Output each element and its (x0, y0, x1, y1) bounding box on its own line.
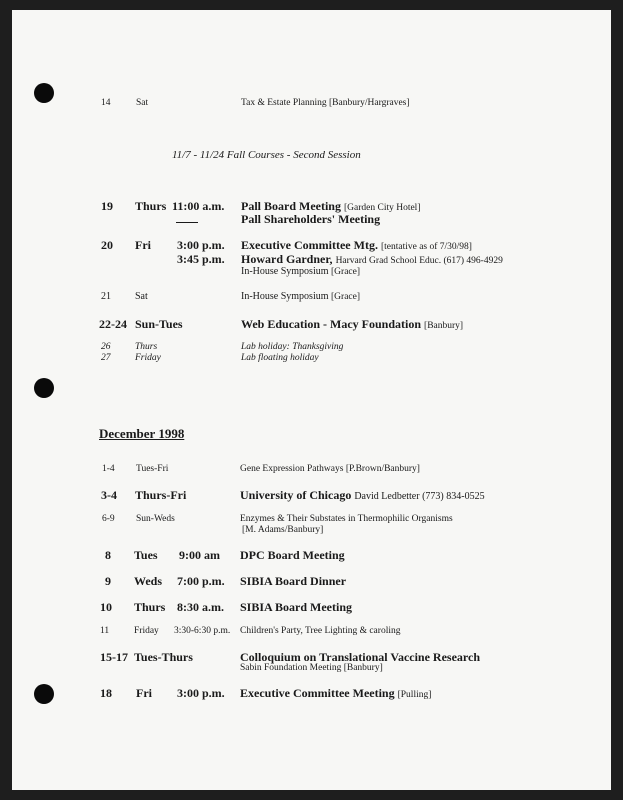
binder-hole-bottom (34, 684, 54, 704)
event-title: In-House Symposium [Grace] (241, 266, 361, 277)
event-title: SIBIA Board Dinner (240, 574, 347, 588)
day: 1-4 (102, 464, 115, 474)
time: 3:00 p.m. (177, 238, 225, 252)
event-title: Tax & Estate Planning [Banbury/Hargraves] (241, 98, 410, 108)
event-note: [M. Adams/Banbury] (242, 525, 324, 535)
event-title: Gene Expression Pathways [P.Brown/Banbury] (240, 464, 420, 474)
time: 3:30-6:30 p.m. (174, 626, 231, 636)
day: 6-9 (102, 514, 115, 524)
weekday: Friday (134, 626, 159, 636)
event-title: Web Education - Macy Foundation [Banbury] (241, 317, 464, 331)
december-heading: December 1998 (99, 426, 185, 441)
weekday: Thurs (134, 600, 166, 614)
weekday: Thurs (135, 342, 158, 352)
event-title: SIBIA Board Meeting (240, 600, 353, 614)
day: 22-24 (99, 317, 127, 331)
event-title: University of Chicago David Ledbetter (773) 834-0525 (240, 488, 485, 502)
day: 9 (105, 574, 111, 588)
event-title: Lab holiday: Thanksgiving (241, 342, 344, 352)
time: 9:00 am (179, 548, 220, 562)
event-title: Executive Committee Meeting [Pulling] (240, 686, 432, 700)
day: 26 (101, 342, 111, 352)
day: 10 (100, 600, 112, 614)
time: 3:45 p.m. (177, 252, 225, 266)
day: 20 (101, 238, 113, 252)
weekday: Sun-Weds (136, 514, 175, 524)
event-title: Colloquium on Translational Vaccine Research (240, 650, 481, 664)
event-title: Howard Gardner, Harvard Grad School Educ. (617) 496-4929 (241, 252, 503, 266)
time: 3:00 p.m. (177, 686, 225, 700)
event-title: Pall Shareholders' Meeting (241, 212, 381, 226)
weekday: Weds (134, 574, 163, 588)
weekday: Tues-Thurs (134, 650, 193, 664)
binder-hole-middle (34, 378, 54, 398)
day: 14 (101, 98, 111, 108)
weekday: Tues-Fri (136, 464, 169, 474)
binder-hole-top (34, 83, 54, 103)
event-note: Sabin Foundation Meeting [Banbury] (240, 663, 383, 673)
time: 7:00 p.m. (177, 574, 225, 588)
day: 3-4 (101, 488, 117, 502)
weekday: Thurs-Fri (135, 488, 187, 502)
weekday: Fri (135, 238, 151, 252)
weekday: Fri (136, 686, 152, 700)
weekday: Thurs (135, 199, 167, 213)
weekday: Friday (135, 353, 161, 363)
day: 15-17 (100, 650, 128, 664)
day: 8 (105, 548, 111, 562)
fall-courses-heading: 11/7 - 11/24 Fall Courses - Second Session (172, 149, 361, 161)
day: 21 (101, 291, 111, 302)
day: 19 (101, 199, 113, 213)
event-title: Executive Committee Mtg. [tentative as of 7/30/98] (241, 238, 472, 252)
time: 8:30 a.m. (177, 600, 224, 614)
weekday: Sat (136, 98, 149, 108)
day: 18 (100, 686, 112, 700)
event-title: DPC Board Meeting (240, 548, 345, 562)
time: 11:00 a.m. (172, 199, 225, 213)
weekday: Sat (135, 291, 148, 302)
document-page (12, 10, 611, 790)
event-title: Lab floating holiday (241, 353, 319, 363)
weekday: Tues (134, 548, 158, 562)
event-title: In-House Symposium [Grace] (241, 291, 361, 302)
day: 11 (100, 626, 110, 636)
event-title: Children's Party, Tree Lighting & caroling (240, 626, 401, 636)
event-title: Pall Board Meeting [Garden City Hotel] (241, 199, 421, 213)
time-dash (176, 222, 198, 223)
day: 27 (101, 353, 111, 363)
weekday: Sun-Tues (135, 317, 183, 331)
event-title: Enzymes & Their Substates in Thermophilic Organisms (240, 514, 453, 524)
